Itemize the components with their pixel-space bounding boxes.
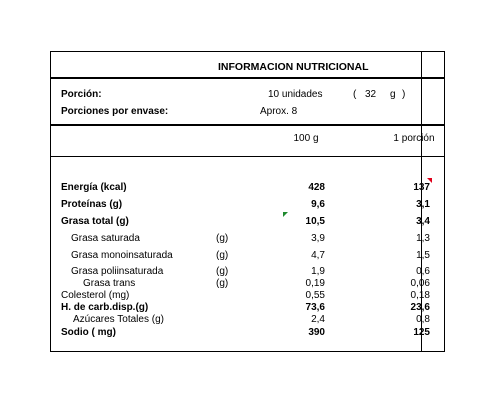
portion-value: 10 unidades	[268, 89, 323, 100]
divider-header	[51, 156, 444, 157]
row-per100: 73,6	[305, 302, 325, 313]
row-per100: 0,19	[305, 278, 325, 289]
comment-marker-icon	[283, 212, 288, 217]
portion-grams-open: (	[353, 89, 357, 100]
row-perportion: 0,8	[416, 314, 430, 325]
row-perportion: 1,5	[416, 250, 430, 261]
row-per100: 4,7	[311, 250, 325, 261]
row-name: Grasa trans	[83, 278, 136, 289]
row-perportion: 23,6	[410, 302, 430, 313]
row-name: H. de carb.disp.(g)	[61, 302, 149, 313]
row-perportion: 137	[413, 182, 430, 193]
row-perportion: 0,18	[410, 290, 430, 301]
header-per-portion: 1 porción	[393, 133, 435, 144]
row-name: Azúcares Totales (g)	[73, 314, 164, 325]
row-name: Colesterol (mg)	[61, 290, 130, 301]
divider-title	[51, 77, 444, 79]
portion-grams: 32	[365, 89, 377, 100]
row-perportion: 3,4	[416, 216, 430, 227]
nutrition-table	[50, 51, 445, 352]
row-perportion: 3,1	[416, 199, 430, 210]
row-per100: 390	[308, 327, 325, 338]
row-name: Grasa poliinsaturada	[71, 266, 164, 277]
portion-label: Porción:	[61, 89, 102, 100]
row-perportion: 125	[413, 327, 430, 338]
row-name: Grasa saturada	[71, 233, 140, 244]
divider-serving	[51, 124, 444, 126]
row-unit: (g)	[216, 266, 229, 277]
row-per100: 9,6	[311, 199, 325, 210]
row-perportion: 0,06	[410, 278, 430, 289]
row-per100: 1,9	[311, 266, 325, 277]
row-perportion: 1,3	[416, 233, 430, 244]
row-name: Grasa total (g)	[61, 216, 129, 227]
row-name: Energía (kcal)	[61, 182, 127, 193]
row-name: Grasa monoinsaturada	[71, 250, 173, 261]
header-per-100g: 100 g	[293, 133, 319, 144]
row-unit: (g)	[216, 233, 229, 244]
servings-value: Aprox. 8	[260, 106, 298, 117]
comment-marker-icon	[427, 178, 432, 183]
row-per100: 2,4	[311, 314, 325, 325]
row-name: Proteínas (g)	[61, 199, 123, 210]
portion-grams-close: )	[402, 89, 406, 100]
row-unit: (g)	[216, 250, 229, 261]
row-name: Sodio ( mg)	[61, 327, 116, 338]
row-per100: 10,5	[305, 216, 325, 227]
row-per100: 428	[308, 182, 325, 193]
row-per100: 3,9	[311, 233, 325, 244]
portion-grams-unit: g	[390, 89, 396, 100]
row-per100: 0,55	[305, 290, 325, 301]
table-title: INFORMACION NUTRICIONAL	[218, 61, 369, 73]
row-unit: (g)	[216, 278, 229, 289]
row-perportion: 0,6	[416, 266, 430, 277]
servings-label: Porciones por envase:	[61, 106, 169, 117]
